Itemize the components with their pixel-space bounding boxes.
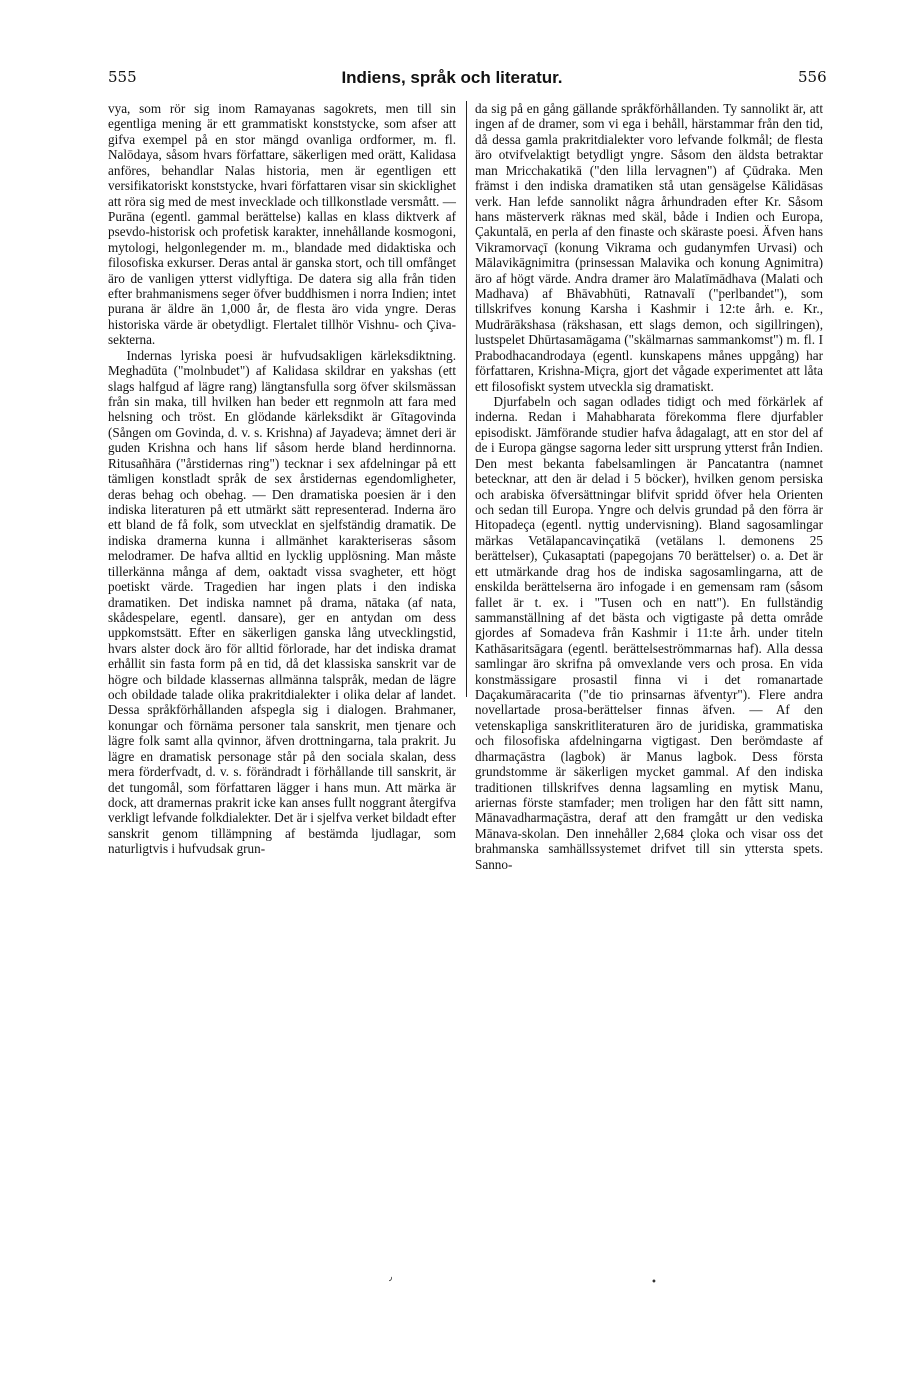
page-number-left: 555 xyxy=(108,68,137,86)
right-column xyxy=(475,101,823,872)
print-speck-left: ٫ xyxy=(389,1272,393,1283)
right-paragraph-1: da sig på en gång gällande språkförhållanden. Ty sannolikt är, att ingen af de dramer, som vi ega i behåll, härstammar från den tid, då dessa gamla prakritdialekter voro lefvande folkmål; de flesta äro otvifvelaktigt betydligt yngre. Såsom den äldsta betraktar man Mricchakatikā ("den lilla lervagnen") af Çūdraka. Men främst i den indiska dramatiken stå utan gensägelse Kālidāsas verk. Han lefde sannolikt några århundraden efter Kr. Såsom hans mästerverk räknas med skäl, både i Indien och Europa, Çakuntalā, en perla af den finaste och skäraste poesi. Äfven hans Vikramorvaçī (konung Vikrama och gudanymfen Urvasi) och Mālavikāgnimitra (prinsessan Malavika och konung Agnimitra) äro af högt värde. Andra dramer äro Malatīmādhava (Malati och Madhava) af Bhāvabhūti, Ratnavalī ("perlbandet"), som tillskrifves konung Karsha i Kashmir i 12:te årh. e. Kr., Mudrārākshasa (räkshasan, ett slags demon, och sigillringen), lustspelet Dhūrtasamāgama ("skälmarnas sammankomst") m. fl. I Prabodhacandrodaya (egentl. kunskapens månes uppgång) har författaren, Krishna-Miçra, gjort det vågade experimentet att låta ett filosofiskt system utveckla sig dramatiskt. xyxy=(475,101,823,394)
left-paragraph-2: Indernas lyriska poesi är hufvudsakligen kärleksdiktning. Meghadūta ("molnbudet") af Kalidasa skildrar en yakshas (ett slags halfgud af lägre rang) längtansfulla sorg öfver skilsmässan från sin maka, till hvilken han beder ett regnmoln att fara med helsning och tröst. En glödande kärleksdikt är Gītagovinda (Sången om Govinda, d. v. s. Krishna) af Jayadeva; ämnet deri är guden Krishna och hans lif såsom herde bland herdinnorna. Ritusañhāra ("årstidernas ring") tecknar i sex afdelningar på ett tämligen konstladt språk de sex årstidernas egendomligheter, deras behag och obehag. — Den dramatiska poesien är i den indiska literaturen på ett utmärkt sätt representerad. Inderna äro ett bland de få folk, som utvecklat en sjelfständig dramatik. De indiska dramerna kunna i allmänhet karakteriseras såsom melodramer. De hafva alltid en lycklig upplösning. Man måste tillerkänna många af dem, oaktadt vissa svagheter, ett högt poetiskt värde. Tragedien har ingen plats i den indiska dramatiken. Det indiska namnet på drama, nātaka (af nata, skådespelare, egentl. dansare), ger en antydan om dess uppkomstsätt. Efter en säkerligen ganska lång utvecklingstid, hvars alster dock äro för alltid förlorade, har det indiska dramat erhållit sin fasta form på en tid, då det klassiska sanskrit var de högre och bildade klassernas allmänna talspråk, medan de lägre och obildade talade olika prakritdialekter i olika delar af landet. Dessa språkförhållanden afspegla sig i dialogen. Brahmaner, konungar och förnäma personer tala sanskrit, men tjenare och lägre folk samt alla qvinnor, äfven drottningarna, tala prakrit. Ju lägre en dramatisk personage står på den sociala skalan, dess mera förderfvadt, d. v. s. förändradt i förhållande till sanskrit, är det tungomål, som författaren lägger i hans mun. Att märka är dock, att dramernas prakrit icke kan anses fullt noggrant återgifva verkligt lefvande folkdialekter. Det är i sjelfva verket bildadt efter sanskrit genom tillämpning af bestämda ljudlagar, som naturligtvis i hufvudsak grun- xyxy=(108,347,456,857)
left-column xyxy=(108,101,456,857)
running-title: Indiens, språk och literatur. xyxy=(341,68,563,87)
page-header xyxy=(0,68,904,94)
print-speck-right: • xyxy=(651,1277,657,1288)
right-paragraph-2: Djurfabeln och sagan odlades tidigt och med förkärlek af inderna. Redan i Mahabharata förekomma flere djurfabler episodiskt. Jämförande studier hafva ådagalagt, att en stor del af de i Europa gängse sagorna leder sitt ursprung ytterst från Indien. Den mest bekanta fabelsamlingen är Pancatantra (namnet betecknar, att den är delad i 5 böcker), hvilken genom persiska och arabiska öfversättningar blifvit spridd öfver hela Orienten och sedan till Europa. Yngre och delvis grundad på den förra är Hitopadeça (egentl. nyttig undervisning). Bland sagosamlingar märkas Vetālapancavinçatikā (vetälans l. demonens 25 berättelser), Çukasaptati (papegojans 70 berättelser) o. a. Det är ett utmärkande drag hos de indiska sagosamlingarna, att de enskilda berättelserna äro infogade i en gemensam ram (såsom fallet är t. ex. i "Tusen och en natt"). En fullständig sammanställning af det bästa och vigtigaste på detta område gjordes af Somadeva från Kashmir i 11:te årh. under titeln Kathāsaritsāgara (egentl. berättelseströmmarnas haf). Alla dessa samlingar äro skrifna på omvexlande vers och prosa. En vida konstmässigare prosastil finna vi i det romanartade Daçakumāracarita ("de tio prinsarnas äfventyr"). Flere andra novellartade prosa-berättelser finnas äfven. — Af den vetenskapliga sanskritliteraturen äro de juridiska, grammatiska och filosofiska afdelningarna vigtigast. Den berömdaste af dharmaçāstra (lagbok) är Manus lagbok. Dess första grundstomme är säkerligen mycket gammal. Af den indiska traditionen tillskrifves denna lagsamling en mytisk Manu, ariernas förste stamfader; men troligen har den fått sitt namn, Mānavadharmaçāstra, deraf att den framgått ur den vediska Mānava-skolan. Den innehåller 2,684 çloka och visar oss det brahmanska samhällssystemet drifvet till sin yttersta spets. Sanno- xyxy=(475,394,823,872)
column-divider xyxy=(466,101,467,697)
page-number-right: 556 xyxy=(798,68,827,86)
left-paragraph-1: vya, som rör sig inom Ramayanas sagokrets, men till sin egentliga mening är ett grammatiskt konststycke, som afser att gifva exempel på en stor mängd ovanliga ordformer, m. fl. Nalōdaya, såsom hvars författare, säkerligen med orätt, Kalidasa anföres, behandlar Nalas historia, men är egentligen ett versifikatoriskt konststycke, hvari författaren visar sin skicklighet att röra sig med de mest invecklade och tillkonstlade versmått. — Purāna (egentl. gammal berättelse) kallas en klass diktverk af psevdo-historisk och profetisk karakter, innehållande kosmogoni, mytologi, helgonlegender m. m., blandade med didaktiska och filosofiska exkurser. Deras antal är ganska stort, och till omfånget äro de vanligen ytterst vidlyftiga. De datera sig alla från tiden efter brahmanismens seger öfver buddhismen i norra Indien; intet purana är äldre än 1,000 år, de flesta äro vida yngre. Deras historiska värde är obetydligt. Flertalet tillhör Vishnu- och Çiva-sekterna. xyxy=(108,101,456,348)
